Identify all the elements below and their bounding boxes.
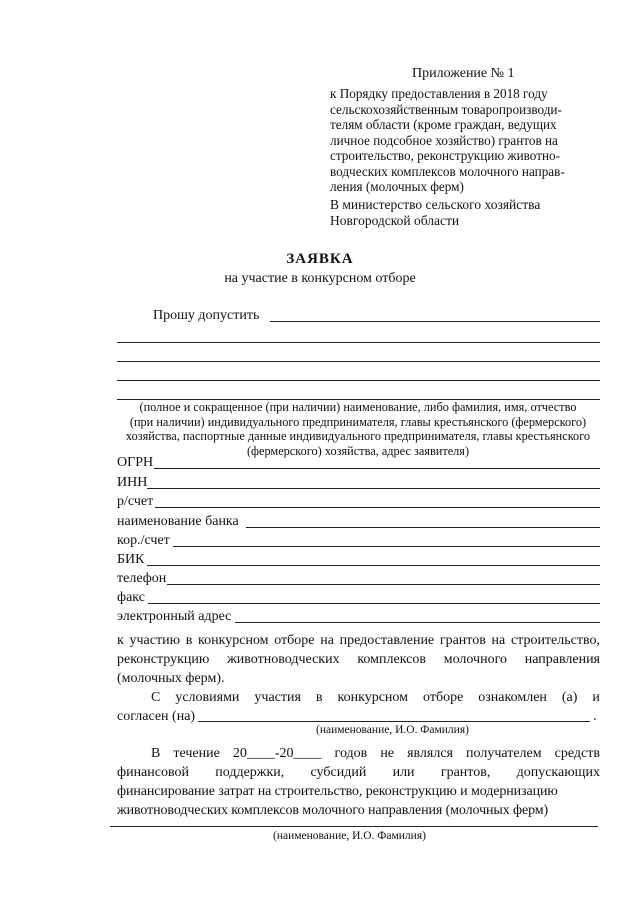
purpose-line bbox=[117, 651, 600, 668]
phone-field[interactable] bbox=[167, 584, 600, 585]
word: С bbox=[151, 690, 161, 705]
word: условиями bbox=[175, 690, 240, 705]
appendix-reference bbox=[330, 86, 565, 195]
fax-label: факс bbox=[117, 590, 145, 605]
account-field[interactable] bbox=[155, 507, 600, 508]
statement-name-field[interactable] bbox=[110, 826, 598, 827]
word: или bbox=[392, 765, 415, 780]
bank-field[interactable] bbox=[246, 527, 600, 528]
statement-line: финансирование затрат на строительство, реконструкцию и модернизацию bbox=[117, 784, 558, 799]
bank-label: наименование банка bbox=[117, 514, 239, 529]
word: реконструкцию bbox=[117, 652, 210, 667]
addressee bbox=[330, 197, 540, 228]
appendix-line: личное подсобное хозяйство) грантов на bbox=[330, 132, 558, 148]
word: участия bbox=[254, 690, 301, 705]
word: в bbox=[315, 690, 323, 705]
applicant-name-field[interactable] bbox=[117, 342, 600, 343]
agree-caption: (наименование, И.О. Фамилия) bbox=[316, 724, 469, 736]
email-label: электронный адрес bbox=[117, 609, 232, 624]
bik-label: БИК bbox=[117, 552, 145, 567]
word: 20____-20____ bbox=[232, 746, 322, 761]
word: допускающих bbox=[516, 765, 600, 780]
word: являлся bbox=[407, 746, 453, 761]
word: В bbox=[151, 746, 161, 761]
caption-line: хозяйства, паспортные данные индивидуального предпринимателя, главы крестьянского bbox=[125, 429, 591, 443]
purpose-line bbox=[117, 632, 600, 649]
addressee-line: Новгородской области bbox=[330, 212, 460, 228]
purpose-line: (молочных ферм). bbox=[117, 671, 225, 686]
agree-label: согласен (на) bbox=[117, 709, 196, 724]
word: субсидий bbox=[310, 765, 367, 780]
word: животноводческих bbox=[227, 652, 340, 667]
applicant-name-field[interactable] bbox=[270, 321, 600, 322]
statement-line bbox=[117, 764, 600, 781]
bik-field[interactable] bbox=[147, 565, 600, 566]
fax-field[interactable] bbox=[148, 603, 600, 604]
statement-caption: (наименование, И.О. Фамилия) bbox=[273, 830, 426, 842]
appendix-line: водческих комплексов молочного направ- bbox=[330, 163, 565, 179]
word: ознакомлен bbox=[478, 690, 547, 705]
word: и bbox=[592, 690, 600, 705]
statement-line bbox=[151, 745, 600, 762]
inn-label: ИНН bbox=[117, 475, 148, 490]
word: средств bbox=[554, 746, 600, 761]
word: конкурсном bbox=[198, 633, 269, 648]
phone-label: телефон bbox=[117, 571, 167, 586]
applicant-name-field[interactable] bbox=[117, 361, 600, 362]
ogrn-label: ОГРН bbox=[117, 455, 154, 470]
caption-line: (фермерского) хозяйства, адрес заявителя) bbox=[246, 443, 470, 458]
word: годов bbox=[334, 746, 368, 761]
word: на bbox=[320, 633, 334, 648]
agree-period: . bbox=[593, 709, 597, 724]
word: грантов, bbox=[440, 765, 491, 780]
word: отборе bbox=[274, 633, 315, 648]
caption-line: (полное и сокращенное (при наличии) наименование, либо фамилия, имя, отчество bbox=[139, 400, 577, 414]
corr-account-label: кор./счет bbox=[117, 533, 170, 548]
word: не bbox=[380, 746, 395, 761]
word: в bbox=[185, 633, 193, 648]
inn-field[interactable] bbox=[147, 488, 600, 489]
caption-line: (при наличии) индивидуального предпринимателя, главы крестьянского (фермерского) bbox=[129, 414, 587, 429]
word: конкурсном bbox=[337, 690, 409, 705]
word: участию bbox=[129, 633, 181, 648]
document-subtitle: на участие в конкурсном отборе bbox=[224, 271, 416, 286]
word: молочного bbox=[443, 652, 507, 667]
word: получателем bbox=[466, 746, 542, 761]
corr-account-field[interactable] bbox=[173, 546, 600, 547]
addressee-line: В министерство сельского хозяйства bbox=[330, 197, 541, 212]
account-label: р/счет bbox=[117, 494, 154, 509]
word: отборе bbox=[423, 690, 464, 705]
word: течение bbox=[173, 746, 220, 761]
word: предоставление bbox=[339, 633, 435, 648]
word: грантов bbox=[439, 633, 486, 648]
word: строительство, bbox=[510, 633, 600, 648]
word: к bbox=[117, 633, 124, 648]
appendix-line: сельскохозяйственным товаропроизводи- bbox=[330, 101, 562, 117]
word: финансовой bbox=[117, 765, 189, 780]
appendix-line: телям области (кроме граждан, ведущих bbox=[330, 117, 557, 132]
request-label: Прошу допустить bbox=[153, 308, 260, 323]
email-field[interactable] bbox=[235, 622, 600, 623]
appendix-line: ления (молочных ферм) bbox=[330, 179, 464, 194]
applicant-caption bbox=[108, 400, 608, 458]
appendix-heading: Приложение № 1 bbox=[412, 66, 515, 81]
word: направления bbox=[524, 652, 600, 667]
word: поддержки, bbox=[215, 765, 285, 780]
agree-name-field[interactable] bbox=[198, 721, 590, 722]
statement-line: животноводческих комплексов молочного направления (молочных ферм) bbox=[117, 803, 549, 818]
appendix-line: к Порядку предоставления в 2018 году bbox=[330, 86, 548, 101]
word: (а) bbox=[561, 690, 578, 705]
conditions-line bbox=[151, 689, 600, 706]
document-title: ЗАЯВКА bbox=[286, 251, 354, 267]
appendix-line: строительство, реконструкцию животно- bbox=[330, 148, 561, 163]
ogrn-field[interactable] bbox=[154, 468, 600, 469]
word: на bbox=[491, 633, 506, 648]
applicant-name-field[interactable] bbox=[117, 380, 600, 381]
word: комплексов bbox=[357, 652, 426, 667]
